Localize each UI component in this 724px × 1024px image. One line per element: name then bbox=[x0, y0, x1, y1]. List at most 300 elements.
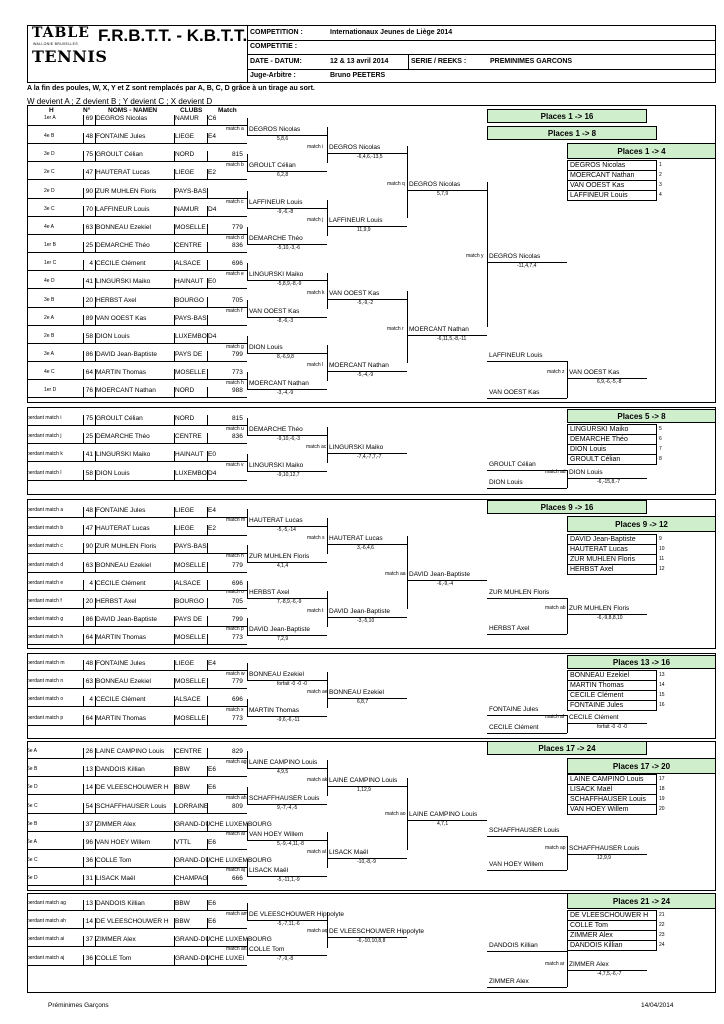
bracket-line bbox=[207, 543, 208, 553]
bracket-line bbox=[174, 242, 175, 252]
entry-number: 25 bbox=[85, 242, 93, 250]
match-score: -7,-9,-8 bbox=[277, 956, 294, 962]
bracket-line bbox=[27, 928, 247, 929]
bracket-line bbox=[83, 525, 84, 535]
bracket-line bbox=[207, 784, 208, 794]
entry-club: GRAND-DUCHE LUXEI bbox=[175, 954, 245, 962]
match-score: 6,2,8 bbox=[277, 172, 289, 178]
ranking-number: 5 bbox=[659, 426, 662, 432]
bracket-line bbox=[174, 278, 175, 288]
entry-club: GRAND-DUCHE LUXEMBOURG bbox=[175, 857, 272, 865]
serie-value: PREMINIMES GARCONS bbox=[490, 58, 573, 65]
bracket-line bbox=[247, 581, 248, 599]
bracket-line bbox=[327, 760, 328, 796]
ranking-entry: DAVID Jean-Baptiste bbox=[568, 535, 656, 545]
bracket-line bbox=[27, 813, 247, 814]
bracket-line bbox=[207, 470, 208, 480]
match-score: 8,-6,9,8 bbox=[277, 354, 294, 360]
entry-class: 696 bbox=[232, 696, 243, 704]
match-winner: MOERCANT Nathan bbox=[329, 362, 389, 369]
ranking-number: 19 bbox=[659, 796, 665, 802]
bracket-line bbox=[487, 836, 567, 837]
entry-number: 4 bbox=[89, 579, 93, 587]
entry-class: 696 bbox=[232, 260, 243, 268]
bracket-line bbox=[247, 154, 248, 172]
ranking-entry: DION Louis bbox=[568, 445, 656, 455]
entry-number: 90 bbox=[85, 187, 93, 195]
ranking-entry: LAFFINEUR Louis bbox=[570, 192, 628, 199]
match-label: match aq bbox=[307, 928, 328, 934]
match-score: 7,-8,9,-6,-9 bbox=[277, 599, 302, 605]
bracket-line bbox=[83, 821, 84, 831]
bracket-line bbox=[207, 297, 208, 307]
entry-position: perdant match c bbox=[27, 543, 63, 550]
entry-position: 5e B bbox=[27, 820, 38, 827]
match-score: -6,-9,8,8,10 bbox=[597, 615, 623, 621]
entry-position: perdant match e bbox=[27, 579, 64, 586]
match-score: -6,11,5,-8,-11 bbox=[437, 336, 467, 342]
bracket-line bbox=[174, 333, 175, 343]
entry-position: 1er A bbox=[44, 115, 56, 121]
bracket-line bbox=[207, 315, 208, 325]
ranking-entry: COLLE Tom bbox=[568, 921, 656, 931]
bracket-line bbox=[83, 696, 84, 706]
places-9-16-header: Places 9 -> 16 bbox=[487, 500, 647, 514]
bracket-line bbox=[247, 823, 248, 841]
match-label: match af bbox=[545, 714, 565, 720]
entry-class: 799 bbox=[232, 616, 243, 624]
bracket-line bbox=[207, 598, 208, 608]
entry-name: FONTAINE Jules bbox=[96, 133, 146, 141]
bracket-line bbox=[83, 616, 84, 626]
entry-club: MOSELLE bbox=[175, 678, 206, 686]
bracket-line bbox=[95, 580, 96, 590]
entry-club: PAYS DE bbox=[175, 616, 203, 624]
entry-club: BBW bbox=[175, 900, 190, 907]
match-winner: DAVID Jean-Baptiste bbox=[329, 608, 390, 615]
ranking-number: 22 bbox=[659, 922, 665, 928]
entry-name: DAVID Jean-Baptiste bbox=[96, 616, 157, 624]
third-place-a: SCHAFFHAUSER Louis bbox=[489, 827, 560, 834]
bracket-line bbox=[174, 678, 175, 688]
match-winner: BONNEAU Ezekiel bbox=[249, 671, 304, 678]
bracket-line bbox=[174, 433, 175, 443]
bracket-line bbox=[95, 803, 96, 813]
bracket-line bbox=[95, 133, 96, 143]
bracket-line bbox=[27, 626, 247, 627]
bracket-line bbox=[95, 351, 96, 361]
bracket-line bbox=[327, 832, 328, 868]
bracket-line bbox=[95, 507, 96, 517]
bracket-line bbox=[83, 206, 84, 216]
entry-club: CHAMPAG bbox=[175, 875, 208, 883]
bracket-line bbox=[174, 936, 175, 946]
entry-position: perdant match p bbox=[27, 714, 64, 721]
bracket-line bbox=[83, 875, 84, 885]
bracket-line bbox=[247, 336, 248, 354]
match-score: -5,-7,11,-6 bbox=[277, 921, 300, 927]
entry-class: 779 bbox=[232, 561, 243, 569]
match-score: 1,12,9 bbox=[357, 787, 371, 793]
bracket-line bbox=[27, 397, 247, 398]
bracket-line bbox=[174, 766, 175, 776]
match-label: match d bbox=[226, 235, 244, 241]
match-winner: SCHAFFHAUSER Louis bbox=[249, 795, 320, 802]
entry-class: D4 bbox=[208, 469, 217, 477]
bracket-line bbox=[95, 616, 96, 626]
bracket-line bbox=[83, 333, 84, 343]
entry-position: perdant match g bbox=[27, 616, 64, 623]
entry-position: 2e C bbox=[44, 169, 55, 176]
bracket-line bbox=[95, 470, 96, 480]
bracket-line bbox=[174, 900, 175, 910]
match-winner: ZIMMER Alex bbox=[569, 961, 609, 968]
col-n: N° bbox=[83, 107, 91, 114]
ranking-entry: FONTAINE Jules bbox=[570, 702, 624, 709]
entry-number: 37 bbox=[85, 936, 93, 944]
entry-club: MOSELLE bbox=[175, 369, 206, 377]
entry-club: CENTRE bbox=[175, 748, 202, 755]
ranking-number: 7 bbox=[659, 446, 662, 452]
bracket-line bbox=[27, 179, 247, 180]
entry-name: LAINE CAMPINO Louis bbox=[96, 748, 165, 755]
match-score: 12,9,9 bbox=[597, 855, 611, 861]
match-score: 4,7,1 bbox=[437, 821, 449, 827]
match-score: -3,-5,10 bbox=[357, 618, 375, 624]
bracket-line bbox=[327, 345, 328, 381]
match-winner: LAINE CAMPINO Louis bbox=[329, 777, 398, 784]
bracket-line bbox=[207, 333, 208, 343]
entry-position: 5e A bbox=[27, 748, 38, 754]
bracket-line bbox=[174, 224, 175, 234]
bracket-line bbox=[95, 387, 96, 397]
entry-position: perdant match h bbox=[27, 634, 64, 641]
entry-club: LUXEMBO bbox=[175, 332, 207, 340]
bracket-line bbox=[174, 543, 175, 553]
bracket-line bbox=[487, 634, 567, 635]
entry-club: HAINAUT bbox=[175, 451, 204, 459]
entry-number: 75 bbox=[85, 415, 93, 422]
match-score: 5,-9,-4,11,-8 bbox=[277, 841, 304, 847]
entry-club: PAYS DE bbox=[175, 350, 203, 358]
entry-number: 64 bbox=[85, 634, 93, 642]
match-score: 6,8,7 bbox=[357, 699, 369, 705]
ranking-entry: VAN OOEST Kas bbox=[568, 181, 656, 191]
bracket-line bbox=[27, 688, 247, 689]
ranking-entry: LAINE CAMPINO Louis bbox=[568, 775, 656, 785]
match-label: match ae bbox=[307, 689, 328, 695]
match-score: -9,10,-6,-3 bbox=[277, 436, 301, 442]
bracket-line bbox=[27, 776, 247, 777]
match-winner: DION Louis bbox=[249, 344, 283, 351]
match-label: match f bbox=[226, 308, 243, 314]
bracket-line bbox=[83, 562, 84, 572]
bracket-line bbox=[83, 748, 84, 758]
entry-name: DAVID Jean-Baptiste bbox=[96, 350, 157, 358]
bracket-line bbox=[207, 562, 208, 572]
entry-club: NORD bbox=[175, 151, 195, 159]
match-score: 9,-7,-4,-5 bbox=[277, 805, 298, 811]
bracket-line bbox=[407, 536, 408, 609]
entry-club: LIEGE bbox=[175, 525, 195, 533]
places-1-8-header: Places 1 -> 8 bbox=[487, 126, 657, 140]
match-label: match y bbox=[466, 253, 484, 259]
bracket-line bbox=[207, 616, 208, 626]
bracket-line bbox=[174, 955, 175, 965]
entry-club: NAMUR bbox=[175, 205, 199, 213]
entry-class: D4 bbox=[208, 205, 217, 213]
match-winner: LINGURSKI Maiko bbox=[329, 444, 384, 451]
bracket-line bbox=[207, 748, 208, 758]
bracket-line bbox=[83, 315, 84, 325]
bracket-line bbox=[95, 784, 96, 794]
match-winner: VAN HOEY Willem bbox=[249, 831, 304, 838]
entry-class: 815 bbox=[232, 415, 243, 422]
bracket-line bbox=[207, 169, 208, 179]
bracket-line bbox=[95, 315, 96, 325]
match-label: match g bbox=[226, 344, 244, 350]
bracket-line bbox=[207, 369, 208, 379]
bracket-line bbox=[83, 900, 84, 910]
entry-name: BONNEAU Ezekiel bbox=[96, 561, 151, 569]
match-winner: ZUR MUHLEN Floris bbox=[249, 553, 310, 560]
match-winner: DEGROS Nicolas bbox=[409, 181, 461, 188]
match-winner: SCHAFFHAUSER Louis bbox=[569, 845, 640, 852]
bracket-line bbox=[95, 821, 96, 831]
bracket-line bbox=[407, 778, 408, 850]
bracket-line bbox=[83, 955, 84, 965]
match-winner: DE VLEESCHOUWER Hippolyte bbox=[249, 911, 344, 918]
entry-position: 4e D bbox=[44, 278, 55, 285]
serie-label: SERIE / REEKS : bbox=[411, 58, 467, 65]
bracket-line bbox=[27, 234, 247, 235]
bracket-line bbox=[207, 525, 208, 535]
match-label: match ah bbox=[226, 795, 247, 801]
ranking-entry: SCHAFFHAUSER Louis bbox=[568, 795, 656, 805]
entry-name: MARTIN Thomas bbox=[96, 369, 146, 377]
entry-club: PAYS-BAS bbox=[175, 314, 207, 322]
bracket-line bbox=[487, 488, 567, 489]
places-17-24-header: Places 17 -> 24 bbox=[487, 741, 647, 755]
footer-left: Préminimes Garçons bbox=[48, 1002, 109, 1009]
bracket-line bbox=[174, 821, 175, 831]
entry-club: CENTRE bbox=[175, 242, 202, 250]
bracket-line bbox=[27, 725, 247, 726]
bracket-line bbox=[207, 206, 208, 216]
bracket-line bbox=[95, 451, 96, 461]
bracket-line bbox=[207, 918, 208, 928]
bracket-line bbox=[174, 525, 175, 535]
bracket-line bbox=[83, 224, 84, 234]
bracket-line bbox=[95, 918, 96, 928]
bracket-line bbox=[174, 918, 175, 928]
entry-name: ZUR MUHLEN Floris bbox=[96, 187, 157, 195]
entry-position: perdant match m bbox=[27, 660, 65, 666]
match-winner: COLLE Tom bbox=[249, 946, 285, 953]
bracket-line bbox=[83, 133, 84, 143]
col-h: H bbox=[49, 107, 54, 114]
bracket-line bbox=[174, 507, 175, 517]
match-label: match o bbox=[226, 589, 244, 595]
match-winner: VAN OOEST Kas bbox=[329, 290, 380, 297]
entry-number: 25 bbox=[85, 433, 93, 441]
bracket-line bbox=[95, 169, 96, 179]
bracket-line bbox=[174, 857, 175, 867]
bracket-line bbox=[174, 451, 175, 461]
bracket-line bbox=[247, 300, 248, 318]
entry-club: MOSELLE bbox=[175, 714, 206, 722]
entry-name: BONNEAU Ezekiel bbox=[96, 678, 151, 686]
match-label: match n bbox=[226, 553, 244, 559]
ranking-number: 10 bbox=[659, 546, 665, 552]
entry-club: LIEGE bbox=[175, 507, 195, 514]
bracket-line bbox=[95, 598, 96, 608]
ranking-number: 16 bbox=[659, 702, 665, 708]
ranking-entry: DEMARCHE Théo bbox=[568, 435, 656, 445]
match-winner: LINGURSKI Maiko bbox=[249, 271, 304, 278]
entry-position: 6e A bbox=[27, 839, 38, 845]
entry-number: 96 bbox=[85, 839, 93, 846]
entry-number: 76 bbox=[85, 387, 93, 395]
bracket-line bbox=[83, 580, 84, 590]
date-value: 12 & 13 avril 2014 bbox=[330, 58, 389, 65]
header-divider-2 bbox=[408, 54, 409, 69]
entry-position: perdant match ah bbox=[27, 918, 66, 925]
bracket-line bbox=[567, 470, 568, 488]
ranking-number: 11 bbox=[659, 556, 665, 562]
entry-club: LUXEMBO bbox=[175, 469, 207, 477]
third-place-a: FONTAINE Jules bbox=[489, 706, 539, 713]
bracket-line bbox=[174, 696, 175, 706]
third-place-a: GROULT Célian bbox=[489, 461, 536, 468]
match-label: match ak bbox=[307, 777, 328, 783]
logo-bottom: TENNIS bbox=[32, 47, 108, 66]
bracket-line bbox=[27, 425, 247, 426]
match-winner: LINGURSKI Maiko bbox=[249, 462, 304, 469]
bracket-line bbox=[95, 260, 96, 270]
entry-club: GRAND-DUCHE LUXEMBOURG bbox=[175, 820, 272, 828]
entry-name: HERBST Axel bbox=[96, 296, 137, 304]
bracket-line bbox=[27, 343, 247, 344]
bracket-line bbox=[174, 562, 175, 572]
bracket-line bbox=[27, 644, 247, 645]
bracket-line bbox=[27, 590, 247, 591]
entry-position: perdant match ai bbox=[27, 936, 65, 943]
bracket-line bbox=[207, 115, 208, 125]
ranking-entry: HAUTERAT Lucas bbox=[568, 545, 656, 555]
bracket-line bbox=[95, 715, 96, 725]
bracket-line bbox=[95, 224, 96, 234]
entry-number: 47 bbox=[85, 525, 93, 533]
bracket-line bbox=[487, 182, 488, 327]
ranking-box bbox=[567, 534, 657, 575]
match-label: match i bbox=[307, 144, 324, 150]
bracket-line bbox=[95, 433, 96, 443]
bracket-line bbox=[27, 794, 247, 795]
bracket-line bbox=[95, 839, 96, 849]
bracket-line bbox=[27, 379, 247, 380]
match-winner: LISACK Maël bbox=[249, 867, 289, 874]
competitie-label: COMPETITIE : bbox=[250, 43, 298, 50]
entry-position: 1er B bbox=[44, 242, 56, 249]
third-place-b: HERBST Axel bbox=[489, 625, 530, 632]
bracket-line bbox=[207, 821, 208, 831]
entry-name: LINGURSKI Maiko bbox=[96, 278, 151, 286]
entry-number: 75 bbox=[85, 151, 93, 159]
match-label: match h bbox=[226, 380, 244, 386]
entry-number: 13 bbox=[85, 900, 93, 907]
entry-club: GRAND-DUCHE LUXEMBOURG bbox=[175, 936, 272, 944]
bracket-line bbox=[174, 260, 175, 270]
match-label: match z bbox=[547, 369, 565, 375]
footer-right: 14/04/2014 bbox=[641, 1002, 674, 1009]
ranking-box bbox=[567, 670, 657, 711]
entry-club: PAYS-BAS bbox=[175, 543, 207, 551]
match-score: -5,-4,-9 bbox=[357, 372, 374, 378]
match-winner: MARTIN Thomas bbox=[249, 707, 299, 714]
entry-position: 5e C bbox=[27, 802, 38, 809]
bracket-line bbox=[27, 216, 247, 217]
bracket-line bbox=[95, 634, 96, 644]
entry-club: BOURGO bbox=[175, 598, 204, 605]
match-winner: DEGROS Nicolas bbox=[249, 126, 301, 133]
bracket-line bbox=[174, 151, 175, 161]
entry-number: 54 bbox=[85, 802, 93, 810]
bracket-line bbox=[83, 803, 84, 813]
entry-number: 36 bbox=[85, 857, 93, 865]
third-place-b: CECILE Clément bbox=[489, 724, 539, 731]
third-place-b: DION Louis bbox=[489, 479, 523, 486]
bracket-line bbox=[95, 900, 96, 910]
bracket-line bbox=[83, 242, 84, 252]
bracket-line bbox=[327, 518, 328, 554]
entry-number: 86 bbox=[85, 616, 93, 624]
bracket-line bbox=[247, 787, 248, 805]
bracket-line bbox=[174, 803, 175, 813]
entry-class: 696 bbox=[232, 579, 243, 587]
match-label: match p bbox=[226, 626, 244, 632]
match-winner: HERBST Axel bbox=[249, 589, 290, 596]
entry-name: DEMARCHE Théo bbox=[96, 242, 150, 250]
match-label: match e bbox=[226, 271, 244, 277]
bracket-line bbox=[247, 903, 248, 921]
bracket-line bbox=[174, 616, 175, 626]
bracket-line bbox=[327, 912, 328, 948]
places-17-20-header: Places 17 -> 20 bbox=[567, 758, 716, 774]
bracket-line bbox=[487, 733, 567, 734]
entry-name: GROULT Célian bbox=[96, 151, 143, 159]
ranking-number: 20 bbox=[659, 806, 665, 812]
entry-name: FONTAINE Jules bbox=[96, 660, 146, 667]
match-score: -9,6,-6,-11 bbox=[277, 717, 300, 723]
entry-number: 63 bbox=[85, 223, 93, 231]
bracket-line bbox=[95, 766, 96, 776]
entry-position: 1er D bbox=[44, 387, 57, 394]
bracket-line bbox=[27, 361, 247, 362]
match-score: -9,-6,-8 bbox=[277, 209, 294, 215]
bracket-line bbox=[207, 387, 208, 397]
match-label: match al bbox=[307, 849, 326, 855]
entry-position: 3e B bbox=[44, 296, 55, 303]
entry-position: 2e D bbox=[44, 187, 55, 194]
match-label: match ad bbox=[545, 469, 566, 475]
bracket-line bbox=[327, 200, 328, 236]
entry-club: BBW bbox=[175, 918, 190, 926]
match-label: match aj bbox=[226, 867, 245, 873]
entry-number: 13 bbox=[85, 766, 93, 774]
ranking-number: 4 bbox=[659, 192, 662, 198]
match-label: match x bbox=[226, 707, 244, 713]
